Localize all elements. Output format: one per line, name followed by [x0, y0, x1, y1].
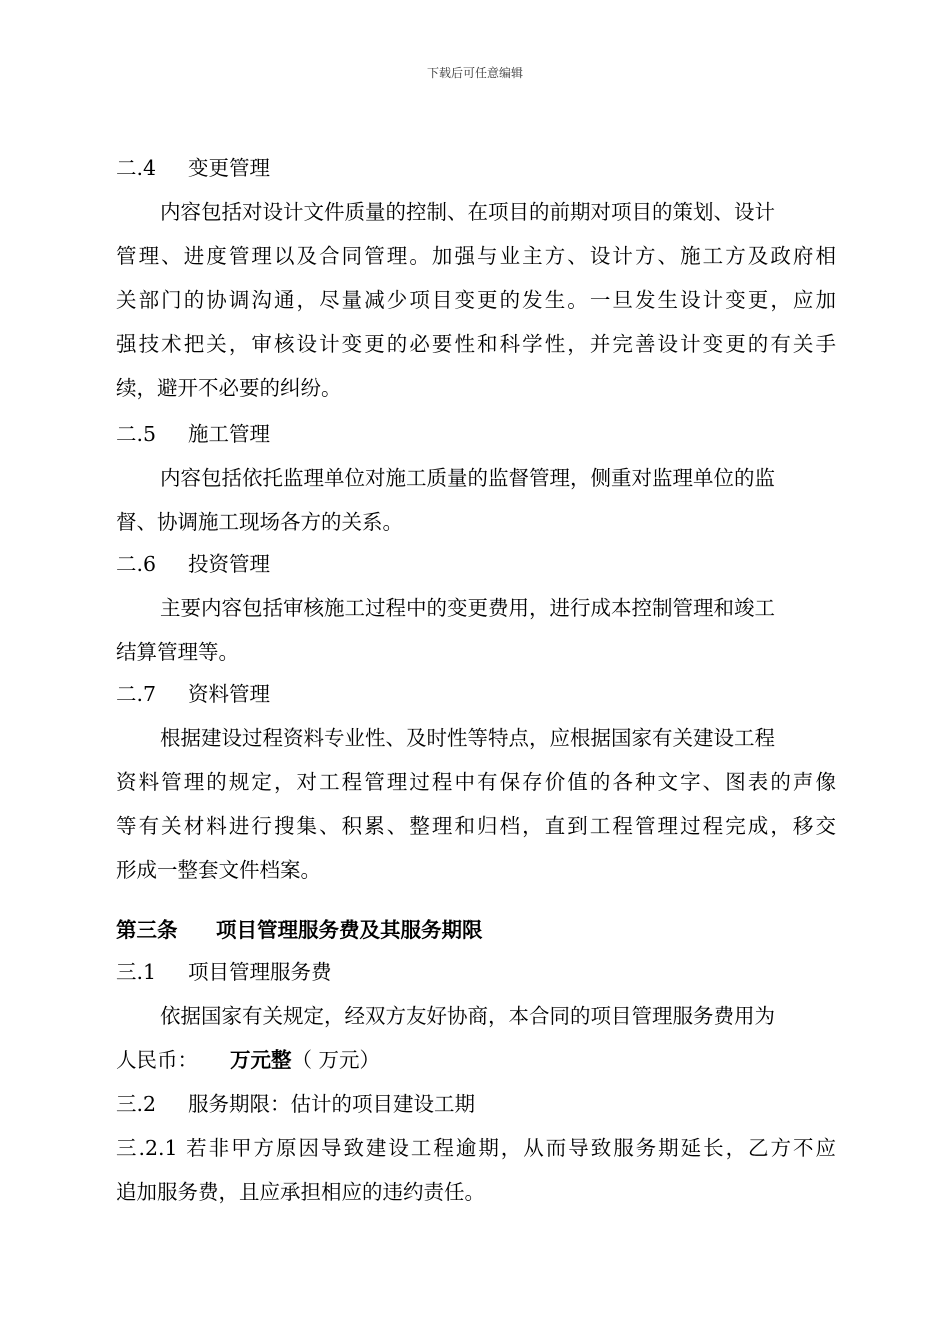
paragraph-line: 关部门的协调沟通，尽量减少项目变更的发生。一旦发生设计变更，应加 [116, 288, 836, 312]
section-heading [116, 549, 836, 579]
paragraph-line: 续，避开不必要的纠纷。 [116, 376, 342, 400]
fee-amount-line [116, 1045, 836, 1075]
section-heading [116, 153, 836, 183]
clause-text: 若非甲方原因导致建设工程逾期，从而导致服务期延长，乙方不应 [186, 1136, 836, 1160]
section-number: 二.6 [116, 552, 157, 576]
paragraph-line: 结算管理等。 [116, 640, 239, 664]
section-number: 三.1 [116, 960, 157, 984]
section-heading [116, 679, 836, 709]
paragraph-line: 督、协调施工现场各方的关系。 [116, 510, 403, 534]
paragraph-line: 管理、进度管理以及合同管理。加强与业主方、设计方、施工方及政府相 [116, 244, 836, 268]
clause-number: 三.2.1 [116, 1136, 178, 1160]
section-heading [116, 419, 836, 449]
section-number: 二.4 [116, 156, 157, 180]
article-title: 项目管理服务费及其服务期限 [216, 918, 483, 942]
article-heading [116, 915, 836, 945]
section-heading [116, 1089, 836, 1119]
amount-text: 万元整 [230, 1048, 292, 1072]
paragraph-line: 等有关材料进行搜集、积累、整理和归档，直到工程管理过程完成，移交 [116, 814, 836, 838]
paragraph-line: 依据国家有关规定，经双方友好协商，本合同的项目管理服务费用为 [160, 1004, 775, 1028]
article-number: 第三条 [116, 918, 178, 942]
paragraph-line: 主要内容包括审核施工过程中的变更费用，进行成本控制管理和竣工 [160, 596, 775, 620]
paragraph-line: 根据建设过程资料专业性、及时性等特点，应根据国家有关建设工程 [160, 726, 775, 750]
section-title: 投资管理 [188, 552, 270, 576]
clause-line [116, 1133, 836, 1163]
section-number: 三.2 [116, 1092, 157, 1116]
section-heading [116, 957, 836, 987]
section-title: 资料管理 [188, 682, 270, 706]
section-title: 变更管理 [188, 156, 270, 180]
amount-paren: （ 万元） [291, 1048, 381, 1072]
section-title: 项目管理服务费 [188, 960, 332, 984]
paragraph-line: 形成一整套文件档案。 [116, 858, 321, 882]
section-title: 施工管理 [188, 422, 270, 446]
page-header: 下载后可任意编辑 [426, 66, 523, 80]
paragraph-line: 资料管理的规定，对工程管理过程中有保存价值的各种文字、图表的声像 [116, 770, 836, 794]
section-number: 二.5 [116, 422, 157, 446]
rmb-label: 人民币： [116, 1048, 198, 1072]
paragraph-line: 强技术把关，审核设计变更的必要性和科学性，并完善设计变更的有关手 [116, 332, 836, 356]
section-number: 二.7 [116, 682, 157, 706]
paragraph-line: 追加服务费，且应承担相应的违约责任。 [116, 1180, 485, 1204]
paragraph-line: 内容包括依托监理单位对施工质量的监督管理，侧重对监理单位的监 [160, 466, 775, 490]
section-title: 服务期限：估计的项目建设工期 [188, 1092, 475, 1116]
paragraph-line: 内容包括对设计文件质量的控制、在项目的前期对项目的策划、设计 [160, 200, 775, 224]
